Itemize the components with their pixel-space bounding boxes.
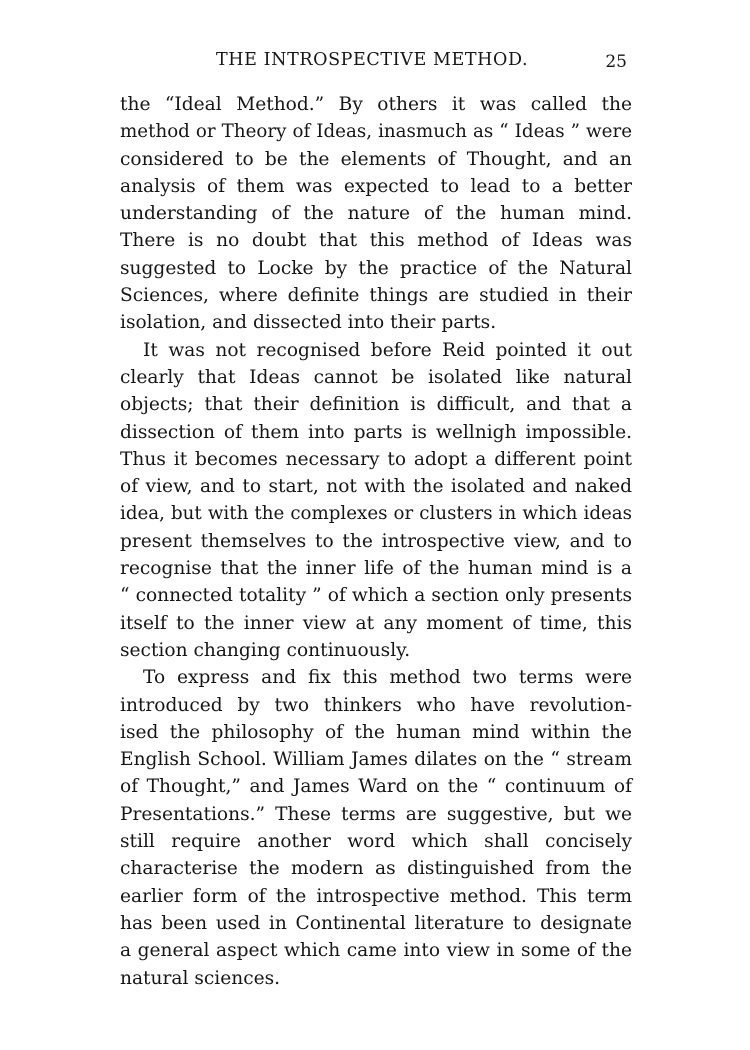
text-line: analysis of them was expected to lead to a better xyxy=(120,175,632,197)
body-text xyxy=(120,91,632,992)
text-line: ised the philosophy of the human mind within the xyxy=(120,721,632,743)
text-line: recognise that the inner life of the human mind is a xyxy=(120,558,632,580)
text-line: present themselves to the introspective view, and to xyxy=(120,530,632,552)
text-line: earlier form of the introspective method. This term xyxy=(120,885,632,907)
paragraph xyxy=(120,91,632,337)
text-line: still require another word which shall concisely xyxy=(120,831,632,853)
text-line: natural sciences. xyxy=(120,967,281,989)
running-header xyxy=(120,50,632,78)
text-line: To express and fix this method two terms were xyxy=(143,667,632,689)
text-line: has been used in Continental literature to designate xyxy=(120,912,632,934)
text-line: clearly that Ideas cannot be isolated like natural xyxy=(120,366,632,388)
text-line: dissection of them into parts is wellnigh impossible. xyxy=(120,421,632,443)
text-line: of Thought,” and James Ward on the “ continuum of xyxy=(120,776,632,798)
text-line: It was not recognised before Reid pointed it out xyxy=(143,339,632,361)
page-number: 25 xyxy=(605,52,627,72)
text-line: understanding of the nature of the human mind. xyxy=(120,203,632,225)
text-line: a general aspect which came into view in some of the xyxy=(120,940,632,962)
running-title: THE INTROSPECTIVE METHOD. xyxy=(216,50,529,70)
text-line: English School. William James dilates on the “ stream xyxy=(120,749,632,771)
text-line: of view, and to start, not with the isolated and naked xyxy=(120,476,632,498)
text-line: Thus it becomes necessary to adopt a different point xyxy=(120,448,632,470)
text-line: There is no doubt that this method of Ideas was xyxy=(120,230,632,252)
text-line: characterise the modern as distinguished from the xyxy=(120,858,632,880)
text-line: section changing continuously. xyxy=(120,639,411,661)
text-line: considered to be the elements of Thought, and an xyxy=(120,148,632,170)
text-line: suggested to Locke by the practice of the Natural xyxy=(120,257,632,279)
text-line: Sciences, where definite things are studied in their xyxy=(120,285,632,307)
text-line: objects; that their definition is difficult, and that a xyxy=(120,394,632,416)
text-line: Presentations.” These terms are suggestive, but we xyxy=(120,803,632,825)
text-line: isolation, and dissected into their parts. xyxy=(120,312,497,334)
text-line: “ connected totality ” of which a section only presents xyxy=(120,585,632,607)
paragraph xyxy=(120,337,632,665)
text-line: introduced by two thinkers who have revolution- xyxy=(120,694,632,716)
text-line: the “Ideal Method.” By others it was called the xyxy=(120,94,632,115)
text-line: idea, but with the complexes or clusters in which ideas xyxy=(120,503,632,525)
text-line: itself to the inner view at any moment of time, this xyxy=(120,612,632,634)
text-line: method or Theory of Ideas, inasmuch as “ Ideas ” were xyxy=(120,121,632,143)
paragraph xyxy=(120,664,632,992)
